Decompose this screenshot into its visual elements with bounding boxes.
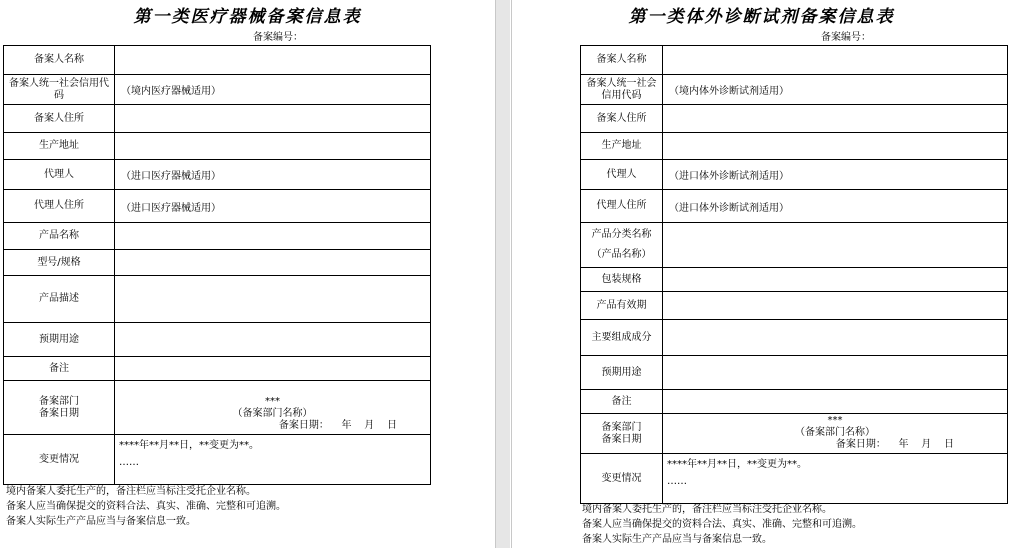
table-row	[4, 105, 431, 133]
note-line: 备案人应当确保提交的资料合法、真实、准确、完整和可追溯。	[582, 519, 862, 530]
table-row	[4, 276, 431, 323]
table-row	[4, 357, 431, 381]
label-department: 备案部门	[601, 421, 642, 433]
table-row	[581, 75, 1008, 105]
label-credit-code: 备案人统一社会信用代码	[581, 75, 663, 105]
note-line: 境内备案人委托生产的，备注栏应当标注受托企业名称。	[6, 486, 256, 497]
field-packaging-spec[interactable]	[663, 268, 1008, 292]
table-row	[4, 381, 431, 435]
label-change-status: 变更情况	[4, 435, 115, 485]
field-agent[interactable]: （进口医疗器械适用）	[115, 160, 431, 190]
label-department-date	[581, 414, 663, 454]
field-applicant-name[interactable]	[115, 46, 431, 75]
field-applicant-residence[interactable]	[115, 105, 431, 133]
field-production-address[interactable]	[663, 133, 1008, 160]
right-record-number-label: 备案编号：	[821, 32, 871, 43]
field-change-status[interactable]	[115, 435, 431, 485]
label-validity-period: 产品有效期	[581, 292, 663, 320]
table-row	[581, 190, 1008, 223]
record-date-line: 备案日期： 年 月 日	[835, 439, 954, 450]
field-main-components[interactable]	[663, 320, 1008, 356]
label-applicant-name: 备案人名称	[4, 46, 115, 75]
field-agent-residence[interactable]: （进口医疗器械适用）	[115, 190, 431, 223]
table-row	[581, 320, 1008, 356]
right-page	[511, 0, 1010, 548]
label-department-date	[4, 381, 115, 435]
note-line: 备案人实际生产产品应当与备案信息一致。	[582, 534, 772, 545]
label-department: 备案部门	[39, 395, 79, 407]
field-applicant-residence[interactable]	[663, 105, 1008, 133]
field-intended-use[interactable]	[115, 323, 431, 357]
label-product-name: 产品名称	[4, 223, 115, 250]
department-name: （备案部门名称）	[795, 427, 875, 438]
record-date-line: 备案日期： 年 月 日	[278, 420, 397, 431]
label-record-date: 备案日期	[601, 433, 642, 445]
label-agent-residence: 代理人住所	[581, 190, 663, 223]
field-product-name[interactable]	[115, 223, 431, 250]
label-applicant-residence: 备案人住所	[4, 105, 115, 133]
table-row	[581, 223, 1008, 268]
label-product-description: 产品描述	[4, 276, 115, 323]
change-ellipsis: ……	[119, 457, 139, 468]
table-row	[4, 250, 431, 276]
left-record-number-label: 备案编号：	[253, 32, 303, 43]
field-remarks[interactable]	[115, 357, 431, 381]
right-form-title: 第一类体外诊断试剂备案信息表	[628, 7, 895, 27]
field-product-classification[interactable]	[663, 223, 1008, 268]
label-production-address: 生产地址	[4, 133, 115, 160]
left-page	[0, 0, 496, 548]
label-agent: 代理人	[4, 160, 115, 190]
table-row	[581, 390, 1008, 414]
field-product-description[interactable]	[115, 276, 431, 323]
department-name: （备案部门名称）	[232, 408, 313, 419]
table-row	[4, 435, 431, 485]
table-row	[4, 323, 431, 357]
table-row	[4, 75, 431, 105]
field-intended-use[interactable]	[663, 356, 1008, 390]
field-change-status[interactable]	[663, 454, 1008, 504]
label-remarks: 备注	[581, 390, 663, 414]
table-row	[581, 105, 1008, 133]
field-validity-period[interactable]	[663, 292, 1008, 320]
label-agent: 代理人	[581, 160, 663, 190]
label-agent-residence: 代理人住所	[4, 190, 115, 223]
table-row	[581, 292, 1008, 320]
label-credit-code: 备案人统一社会信用代码	[4, 75, 115, 105]
label-main-components: 主要组成成分	[581, 320, 663, 356]
note-line: 境内备案人委托生产的，备注栏应当标注受托企业名称。	[582, 504, 832, 515]
change-line: ****年**月**日，**变更为**。	[667, 459, 807, 470]
table-row	[581, 414, 1008, 454]
table-row	[4, 133, 431, 160]
left-form-title: 第一类医疗器械备案信息表	[133, 7, 362, 27]
field-credit-code[interactable]: （境内医疗器械适用）	[115, 75, 431, 105]
change-ellipsis: ……	[667, 476, 687, 487]
label-change-status: 变更情况	[581, 454, 663, 504]
table-row	[4, 46, 431, 75]
department-stars: ***	[827, 415, 843, 426]
label-production-address: 生产地址	[581, 133, 663, 160]
field-department-date[interactable]	[663, 414, 1008, 454]
field-applicant-name[interactable]	[663, 46, 1008, 75]
left-notes	[6, 484, 286, 529]
field-department-date[interactable]	[115, 381, 431, 435]
table-row	[581, 268, 1008, 292]
right-form-table	[580, 45, 1008, 504]
label-model-spec: 型号/规格	[4, 250, 115, 276]
table-row	[581, 160, 1008, 190]
label-applicant-residence: 备案人住所	[581, 105, 663, 133]
label-intended-use: 预期用途	[581, 356, 663, 390]
table-row	[4, 160, 431, 190]
field-agent-residence[interactable]: （进口体外诊断试剂适用）	[663, 190, 1008, 223]
table-row	[581, 46, 1008, 75]
change-line: ****年**月**日，**变更为**。	[119, 440, 259, 451]
label-product-classification	[581, 223, 663, 268]
field-production-address[interactable]	[115, 133, 431, 160]
note-line: 备案人实际生产产品应当与备案信息一致。	[6, 516, 196, 527]
label-record-date: 备案日期	[39, 407, 79, 419]
left-form-table	[3, 45, 431, 485]
field-credit-code[interactable]: （境内体外诊断试剂适用）	[663, 75, 1008, 105]
field-agent[interactable]: （进口体外诊断试剂适用）	[663, 160, 1008, 190]
table-row	[4, 190, 431, 223]
note-line: 备案人应当确保提交的资料合法、真实、准确、完整和可追溯。	[6, 501, 286, 512]
label-intended-use: 预期用途	[4, 323, 115, 357]
page-gutter	[496, 0, 510, 548]
field-model-spec[interactable]	[115, 250, 431, 276]
label-packaging-spec: 包装规格	[581, 268, 663, 292]
department-stars: ***	[265, 396, 280, 407]
table-row	[4, 223, 431, 250]
label-applicant-name: 备案人名称	[581, 46, 663, 75]
table-row	[581, 133, 1008, 160]
label-classification-name: 产品分类名称	[591, 229, 652, 240]
label-classification-product: （产品名称）	[591, 249, 652, 260]
label-remarks: 备注	[4, 357, 115, 381]
field-remarks[interactable]	[663, 390, 1008, 414]
table-row	[581, 356, 1008, 390]
right-notes	[582, 502, 862, 547]
table-row	[581, 454, 1008, 504]
